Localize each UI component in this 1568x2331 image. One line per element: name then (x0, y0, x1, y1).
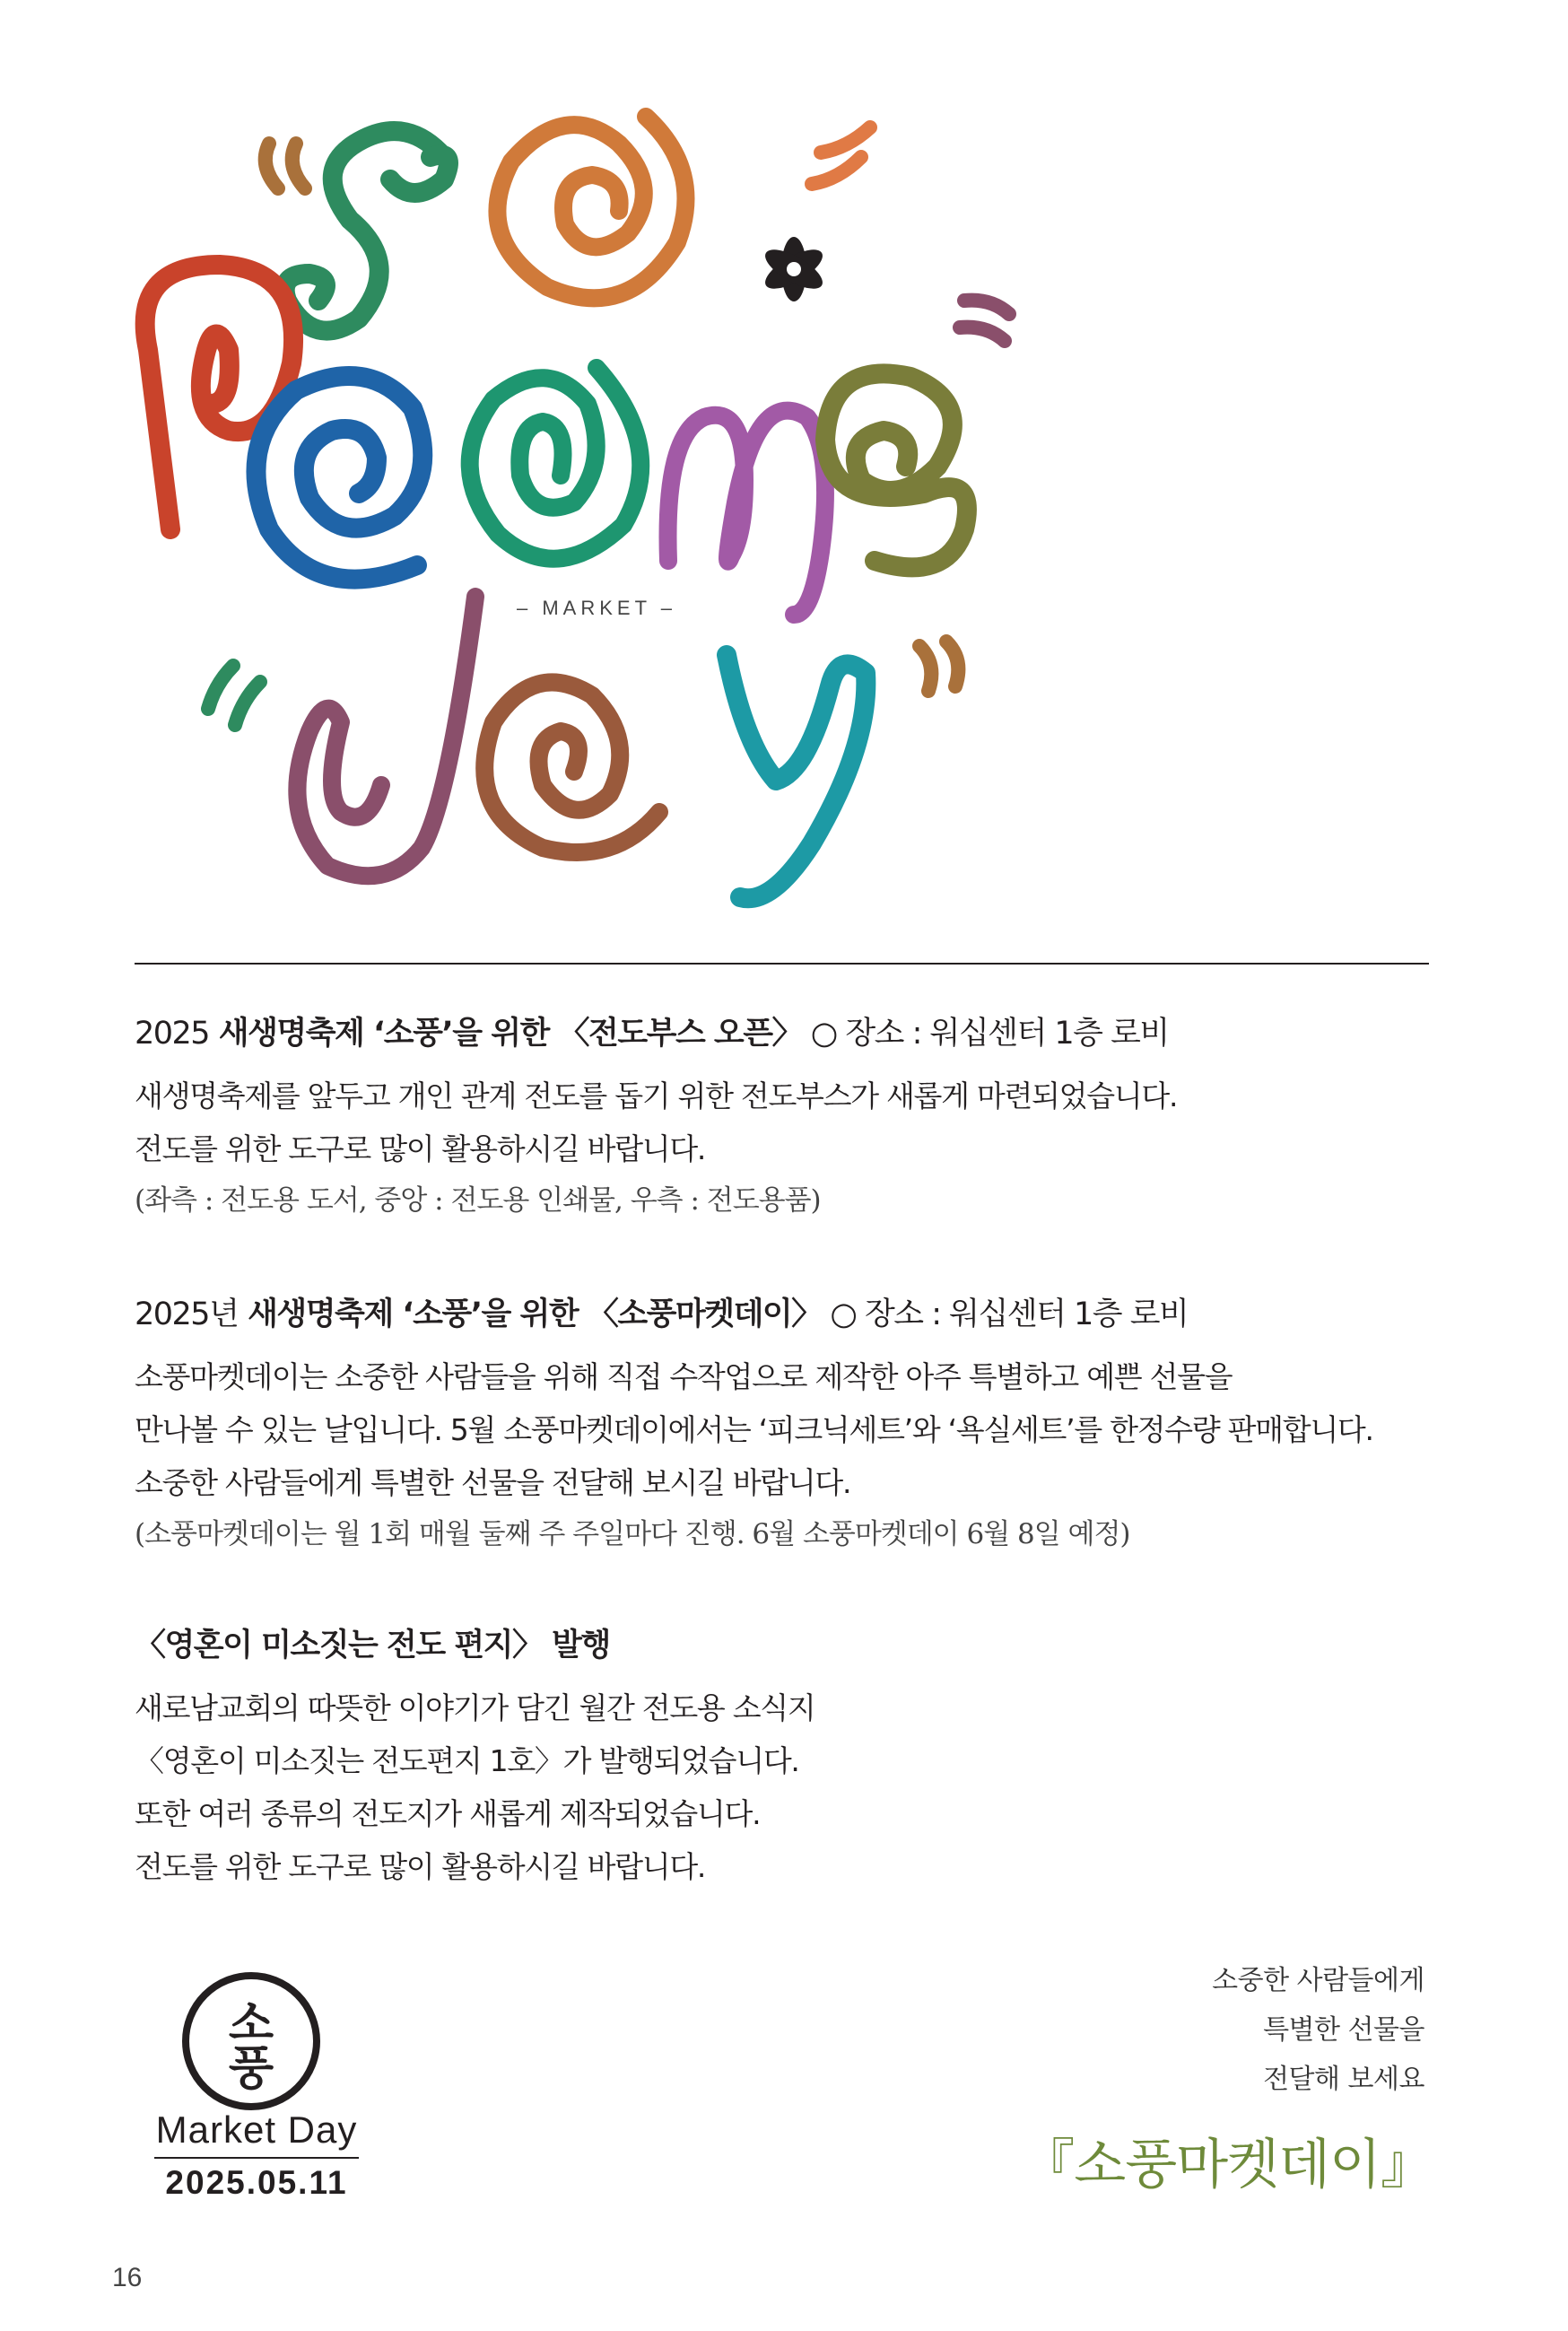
tagline-line: 전달해 보세요 (1263, 2064, 1424, 2095)
heading-location: ○ 장소 : 워십센터 1층 로비 (821, 1296, 1189, 1332)
section-heading (135, 1295, 1444, 1334)
tagline-line: 특별한 선물을 (1263, 2014, 1424, 2046)
market-label: – MARKET – (517, 597, 676, 619)
section-evangelism-booth (135, 1014, 1444, 1226)
heading-title: 새생명축제 ‘소풍’을 위한 〈전도부스 오픈〉 (209, 1016, 803, 1052)
letter-s (285, 131, 444, 331)
body-line: 소풍마켓데이는 소중한 사람들을 위해 직접 수작업으로 제작한 아주 특별하고 예쁜 선물을 (135, 1359, 1233, 1394)
quote-mark-green (208, 666, 260, 725)
body-line: 소중한 사람들에게 특별한 선물을 전달해 보시길 바랍니다. (135, 1465, 851, 1500)
body-line: 또한 여러 종류의 전도지가 새롭게 제작되었습니다. (135, 1796, 761, 1831)
letter-g (825, 373, 967, 567)
section-heading (135, 1626, 1444, 1665)
letter-o-green (470, 368, 641, 559)
section-market-day (135, 1295, 1444, 1559)
stamp-date: 2025.05.11 (165, 2164, 348, 2201)
body-line: 전도를 위한 도구로 많이 활용하시길 바랍니다. (135, 1131, 706, 1166)
quote-mark-brown (266, 144, 305, 188)
body-line: 〈영혼이 미소짓는 전도편지 1호〉가 발행되었습니다. (135, 1743, 799, 1778)
letter-n (668, 411, 826, 615)
heading-title: 〈영혼이 미소짓는 전도 편지〉 발행 (135, 1628, 610, 1663)
letter-p (145, 265, 293, 529)
body-note: (소풍마켓데이는 월 1회 매월 둘째 주 주일마다 진행. 6월 소풍마켓데이 6월 8일 예정) (135, 1518, 1130, 1550)
letter-o-blue (256, 376, 422, 580)
heading-year: 2025년 (135, 1296, 239, 1332)
quote-mark-purple (960, 301, 1009, 341)
section-heading (135, 1014, 1444, 1053)
stamp-glyph-bottom: 풍 (228, 2042, 274, 2096)
tagline-line: 소중한 사람들에게 (1212, 1965, 1424, 1996)
heading-title: 새생명축제 ‘소풍’을 위한 〈소풍마켓데이〉 (238, 1296, 822, 1332)
divider-line (135, 963, 1429, 965)
heading-location: ○ 장소 : 워십센터 1층 로비 (802, 1016, 1169, 1052)
flower-icon (760, 237, 828, 301)
body-line: 새로남교회의 따뜻한 이야기가 담긴 월간 전도용 소식지 (135, 1690, 815, 1725)
heading-year: 2025 (135, 1016, 210, 1052)
page-number: 16 (112, 2263, 143, 2292)
letter-a (484, 682, 659, 852)
section-evangelism-letter (135, 1626, 1444, 1893)
so-poong-day-logo (0, 0, 1568, 933)
body-line: 만나볼 수 있는 날입니다. 5월 소풍마켓데이에서는 ‘피크닉세트’와 ‘욕실세트’를 한정수량 판매합니다. (135, 1412, 1373, 1447)
letter-y (727, 655, 866, 898)
tagline (1212, 1956, 1424, 2104)
body-line: 새생명축제를 앞두고 개인 관계 전도를 돕기 위한 전도부스가 새롭게 마련되었습니다. (135, 1078, 1178, 1113)
quote-mark-orange (812, 127, 870, 184)
letter-d (297, 597, 475, 876)
quote-mark-brown-right (919, 642, 958, 691)
tagline-title: 『소풍마켓데이』 (1021, 2134, 1433, 2196)
stamp-name: Market Day (155, 2108, 358, 2151)
body-line: 전도를 위한 도구로 많이 활용하시길 바랍니다. (135, 1849, 706, 1884)
stamp-underline (154, 2157, 359, 2159)
sopoong-stamp-logo (179, 1969, 323, 2113)
stamp-glyph-top: 소 (228, 1997, 274, 2051)
body-note: (좌측 : 전도용 도서, 중앙 : 전도용 인쇄물, 우측 : 전도용품) (135, 1184, 821, 1217)
letter-o-top (497, 117, 685, 298)
